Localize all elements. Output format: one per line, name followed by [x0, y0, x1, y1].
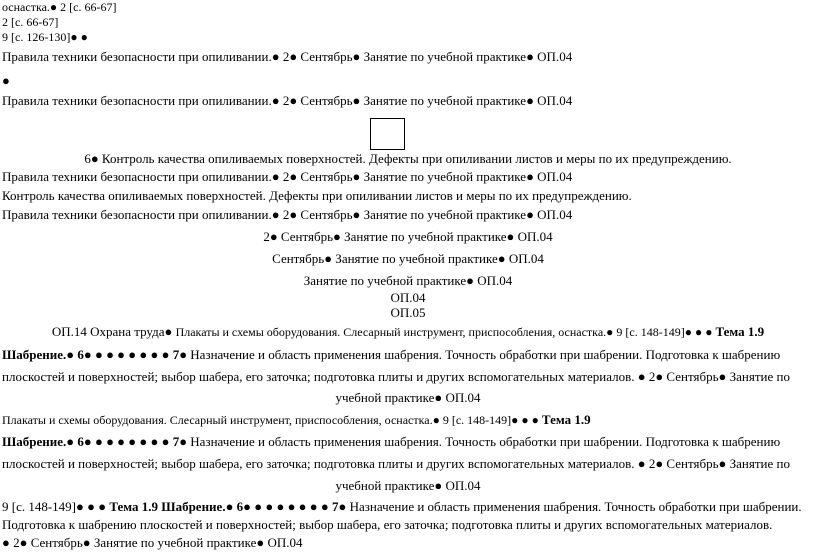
text-line: 9 [с. 126-130]● ●	[2, 30, 88, 44]
text-line: ОП.05	[390, 305, 426, 320]
block3-line2: Подготовка к шабрению плоскостей и поверхностей; выбор шабера, его заточка; подготовка плиты и других вспомогательных материалов.	[2, 517, 773, 532]
text-line: 2● Сентябрь● Занятие по учебной практике● ОП.04	[263, 229, 553, 244]
block2-line2: Шабрение.● 6● ● ● ● ● ● ● ● 7● Назначение и область применения шабрения. Точность обработки при шабрении. Подготовка к шабрению	[2, 434, 781, 449]
block1-line3: плоскостей и поверхностей; выбор шабера, его заточка; подготовка плиты и других вспомогательных материалов. ● 2● Сентябрь● Занятие по	[2, 369, 790, 384]
block2-line3: плоскостей и поверхностей; выбор шабера, его заточка; подготовка плиты и других вспомогательных материалов. ● 2● Сентябрь● Занятие по	[2, 456, 790, 471]
text-line: оснастка.● 2 [с. 66-67]	[2, 0, 117, 14]
block1-line1: ОП.14 Охрана труда● Плакаты и схемы оборудования. Слесарный инструмент, приспособления, оснастка.● 9 [с. 148-149]● ● ● Тема 1.9	[51, 324, 765, 339]
text-line: Правила техники безопасности при опиливании.● 2● Сентябрь● Занятие по учебной практике● ОП.04	[2, 49, 573, 64]
text-line: ОП.04	[390, 290, 426, 305]
block1-line2: Шабрение.● 6● ● ● ● ● ● ● ● 7● Назначение и область применения шабрения. Точность обработки при шабрении. Подготовка к шабрению	[2, 347, 781, 362]
text-line: Правила техники безопасности при опиливании.● 2● Сентябрь● Занятие по учебной практике● ОП.04	[2, 207, 573, 222]
text-line: Контроль качества опиливаемых поверхностей. Дефекты при опиливании листов и меры по их предупреждению.	[2, 188, 632, 203]
text-line: Сентябрь● Занятие по учебной практике● ОП.04	[272, 251, 544, 266]
text-line: Занятие по учебной практике● ОП.04	[303, 273, 513, 288]
heading-line: 6● Контроль качества опиливаемых поверхностей. Дефекты при опиливании листов и меры по их предупреждению.	[84, 151, 732, 166]
block3-line3: ● 2● Сентябрь● Занятие по учебной практике● ОП.04	[2, 535, 303, 550]
image-placeholder	[370, 118, 405, 150]
block2-line4: учебной практике● ОП.04	[335, 478, 481, 493]
block3-line1: 9 [с. 148-149]● ● ● Тема 1.9 Шабрение.● 6● ● ● ● ● ● ● ● 7● Назначение и область применения шабрения. Точность обработки при шабрении.	[2, 499, 802, 514]
block2-line1: Плакаты и схемы оборудования. Слесарный инструмент, приспособления, оснастка.● 9 [с. 148-149]● ● ● Тема 1.9	[2, 412, 591, 427]
text-line: Правила техники безопасности при опиливании.● 2● Сентябрь● Занятие по учебной практике● ОП.04	[2, 93, 573, 108]
text-line: 2 [с. 66-67]	[2, 15, 59, 29]
bullet-line: ●	[2, 73, 10, 88]
block1-line4: учебной практике● ОП.04	[335, 390, 481, 405]
text-line: Правила техники безопасности при опиливании.● 2● Сентябрь● Занятие по учебной практике● ОП.04	[2, 169, 573, 184]
